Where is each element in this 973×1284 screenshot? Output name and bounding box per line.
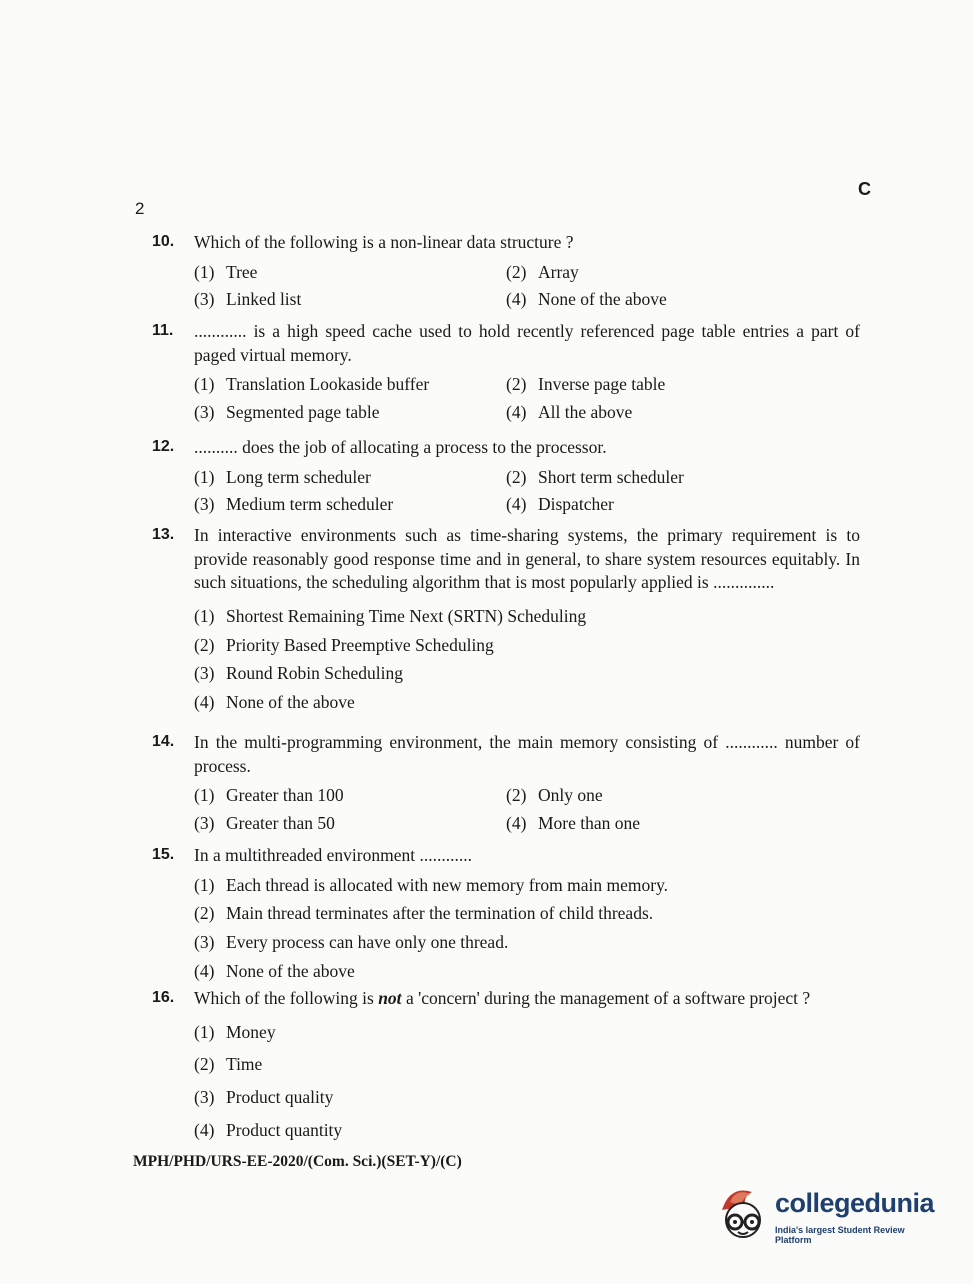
option-4: (4) None of the above [506,289,667,310]
mascot-icon [712,1180,774,1250]
option-1: (1) Shortest Remaining Time Next (SRTN) Scheduling [194,605,587,626]
options [194,373,860,424]
options [194,1021,860,1143]
question-text: Which of the following is a non-linear data structure ? [194,232,574,252]
question-text: Which of the following is not a 'concern' during the management of a software project ? [194,988,811,1008]
option-4: (4) Product quantity [194,1119,343,1140]
question-number: 13. [152,526,175,543]
brand-name: collegedunia [775,1188,935,1218]
question-number: 16. [152,989,175,1006]
options [194,605,860,715]
question-14 [152,731,860,836]
option-3: (3) Segmented page table [194,401,380,422]
question-text: In the multi-programming environment, the main memory consisting of ............ number of process. [194,732,860,776]
question-15 [152,844,860,988]
option-2: (2) Short term scheduler [506,466,684,487]
option-2: (2) Only one [506,785,603,806]
question-10 [152,231,860,312]
option-2: (2) Array [506,261,579,282]
question-12 [152,436,860,517]
option-3: (3) Every process can have only one thread. [194,931,509,952]
option-4: (4) None of the above [194,691,355,712]
paper-code: MPH/PHD/URS-EE-2020/(Com. Sci.)(SET-Y)/(C) [133,1153,462,1170]
question-13 [152,524,860,719]
question-text: ............ is a high speed cache used to hold recently referenced page table entries a part of paged virtual memory. [194,321,860,365]
options [194,874,860,984]
option-2: (2) Time [194,1054,263,1075]
emphasis-not: not [378,988,402,1008]
option-4: (4) None of the above [194,960,355,981]
option-3: (3) Medium term scheduler [194,494,394,515]
option-2: (2) Priority Based Preemptive Scheduling [194,634,494,655]
option-3: (3) Greater than 50 [194,812,335,833]
options [194,261,860,312]
question-number: 15. [152,846,175,863]
set-code: C [858,179,871,199]
option-1: (1) Long term scheduler [194,466,371,487]
question-text: In interactive environments such as time-sharing systems, the primary requirement is to provide reasonably good response time and in general, to share system resources equitably. In such situations, the scheduling algorithm that is most popularly applied is .............. [194,525,860,593]
option-4: (4) More than one [506,812,641,833]
question-number: 14. [152,733,175,750]
question-number: 10. [152,233,175,250]
option-3: (3) Round Robin Scheduling [194,663,403,684]
option-2: (2) Inverse page table [506,374,666,395]
option-2: (2) Main thread terminates after the termination of child threads. [194,903,654,924]
option-4: (4) Dispatcher [506,494,614,515]
collegedunia-watermark [712,1180,942,1250]
options [194,466,860,517]
option-1: (1) Translation Lookaside buffer [194,374,430,395]
question-text: .......... does the job of allocating a process to the processor. [194,437,607,457]
option-3: (3) Product quality [194,1086,334,1107]
option-1: (1) Money [194,1021,276,1042]
brand-tagline: India's largest Student Review Platform [775,1225,905,1245]
question-text: In a multithreaded environment ............ [194,845,472,865]
option-1: (1) Tree [194,261,258,282]
question-16 [152,987,860,1151]
question-number: 12. [152,438,175,455]
option-1: (1) Greater than 100 [194,785,344,806]
page-number: 2 [135,199,145,218]
option-4: (4) All the above [506,401,633,422]
question-number: 11. [152,322,174,339]
option-1: (1) Each thread is allocated with new memory from main memory. [194,874,669,895]
question-11 [152,320,860,425]
options [194,784,860,835]
option-3: (3) Linked list [194,289,302,310]
